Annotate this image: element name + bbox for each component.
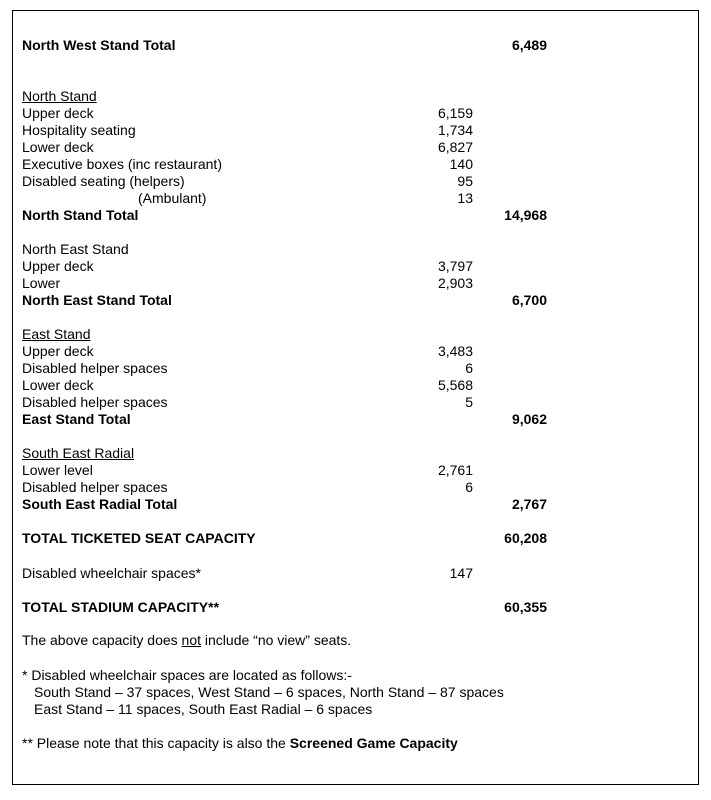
se-helpers-label: Disabled helper spaces — [22, 479, 168, 495]
east-stand-total-label: East Stand Total — [22, 411, 131, 427]
north-east-stand-heading: North East Stand — [22, 241, 129, 257]
stadium-capacity-value: 60,355 — [504, 599, 547, 615]
capacity-note-pre: The above capacity does — [22, 632, 182, 648]
north-stand-total-value: 14,968 — [504, 207, 547, 223]
north-lower-deck-label: Lower deck — [22, 139, 94, 155]
screened-capacity-note — [22, 735, 458, 752]
east-lower-helpers-value: 5 — [465, 394, 473, 410]
east-stand-total-value: 9,062 — [511, 411, 547, 427]
east-upper-deck-value: 3,483 — [437, 343, 473, 359]
north-upper-deck-value: 6,159 — [437, 105, 473, 121]
north-ambulant-value: 13 — [457, 190, 473, 206]
se-helpers-value: 6 — [465, 479, 473, 495]
east-stand-heading: East Stand — [22, 326, 91, 342]
ne-lower-value: 2,903 — [437, 275, 473, 291]
south-east-radial-heading: South East Radial — [22, 445, 135, 461]
nw-stand-total-value: 6,489 — [511, 37, 547, 53]
north-disabled-helpers-value: 95 — [457, 173, 473, 189]
capacity-note-not: not — [181, 632, 202, 648]
ne-upper-deck-label: Upper deck — [22, 258, 94, 274]
east-lower-helpers-label: Disabled helper spaces — [22, 394, 168, 410]
wheelchair-footnote-line2: South Stand – 37 spaces, West Stand – 6 spaces, North Stand – 87 spaces — [34, 684, 504, 700]
wheelchair-footnote-intro: * Disabled wheelchair spaces are located as follows:- — [22, 667, 352, 683]
north-exec-boxes-label: Executive boxes (inc restaurant) — [22, 156, 222, 172]
ticketed-capacity-label: TOTAL TICKETED SEAT CAPACITY — [22, 530, 256, 546]
se-radial-total-label: South East Radial Total — [22, 496, 178, 512]
ne-stand-total-value: 6,700 — [511, 292, 547, 308]
north-hospitality-label: Hospitality seating — [22, 122, 136, 138]
north-exec-boxes-value: 140 — [449, 156, 473, 172]
east-upper-helpers-label: Disabled helper spaces — [22, 360, 168, 376]
east-lower-deck-value: 5,568 — [437, 377, 473, 393]
ne-stand-total-label: North East Stand Total — [22, 292, 172, 308]
se-radial-total-value: 2,767 — [511, 496, 547, 512]
capacity-note — [22, 632, 351, 649]
ne-upper-deck-value: 3,797 — [437, 258, 473, 274]
east-lower-deck-label: Lower deck — [22, 377, 94, 393]
north-ambulant-label: (Ambulant) — [138, 190, 207, 206]
wheelchair-spaces-value: 147 — [449, 565, 473, 581]
east-upper-deck-label: Upper deck — [22, 343, 94, 359]
east-upper-helpers-value: 6 — [465, 360, 473, 376]
north-upper-deck-label: Upper deck — [22, 105, 94, 121]
capacity-note-post: include “no view” seats. — [201, 632, 352, 648]
north-disabled-helpers-label: Disabled seating (helpers) — [22, 173, 185, 189]
north-stand-heading: North Stand — [22, 88, 97, 104]
wheelchair-footnote-line3: East Stand – 11 spaces, South East Radial – 6 spaces — [34, 701, 373, 717]
se-lower-level-label: Lower level — [22, 462, 93, 478]
north-hospitality-value: 1,734 — [437, 122, 473, 138]
wheelchair-spaces-label: Disabled wheelchair spaces* — [22, 565, 201, 581]
stadium-capacity-label: TOTAL STADIUM CAPACITY** — [22, 599, 220, 615]
screened-note-pre: ** Please note that this capacity is also the — [22, 735, 290, 751]
ticketed-capacity-value: 60,208 — [504, 530, 547, 546]
ne-lower-label: Lower — [22, 275, 61, 291]
north-lower-deck-value: 6,827 — [437, 139, 473, 155]
nw-stand-total-label: North West Stand Total — [22, 37, 176, 53]
screened-note-bold: Screened Game Capacity — [289, 735, 458, 751]
north-stand-total-label: North Stand Total — [22, 207, 139, 223]
se-lower-level-value: 2,761 — [437, 462, 473, 478]
